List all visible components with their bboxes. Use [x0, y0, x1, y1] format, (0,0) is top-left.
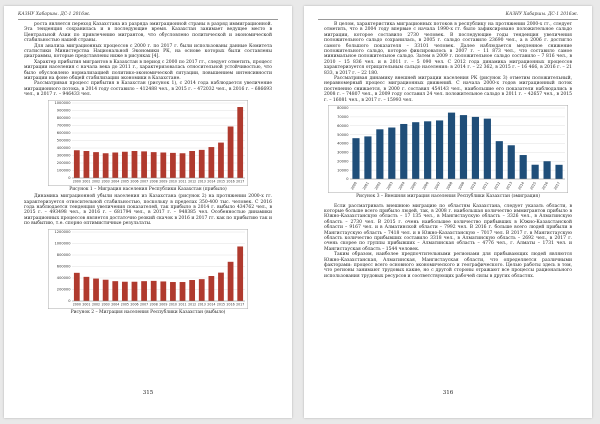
bar: [532, 165, 539, 179]
bar: [160, 281, 166, 301]
x-tick-label: 2002: [91, 179, 101, 184]
x-tick-label: 2009: [159, 179, 168, 184]
x-tick-label: 2012: [188, 302, 197, 307]
x-tick-label: 2013: [197, 302, 206, 307]
x-tick-label: 2014: [207, 179, 216, 184]
y-tick-label: 0: [68, 298, 71, 303]
x-tick-label: 2006: [130, 179, 139, 184]
x-tick-label: 2012: [493, 181, 502, 191]
bar: [93, 278, 99, 300]
bar: [170, 282, 176, 301]
x-tick-label: 2003: [101, 179, 110, 184]
figure-caption: Рисунок 2 – Миграция населения Республики Казахстан (выбыло): [70, 309, 226, 315]
x-tick-label: 2008: [149, 179, 158, 184]
y-tick-label: 30000: [337, 150, 349, 155]
x-tick-label: 2011: [178, 302, 187, 307]
running-header: КАЗНУ Хабаршы. ДС-1 2016ж.: [18, 12, 278, 20]
x-tick-label: 2016: [226, 302, 235, 307]
bar: [141, 151, 147, 178]
running-header: КАЗНУ Хабаршы. ДС-1 2016ж.: [318, 12, 578, 20]
bar: [180, 153, 186, 178]
x-tick-label: 2003: [385, 181, 394, 191]
y-tick-label: 10000: [337, 168, 349, 173]
x-tick-label: 2001: [82, 302, 91, 307]
paragraph: Таким образом, наиболее предпочтительными регионами для прибывающих людей являются Южно-Казахстанская, Алматинская, Мангистауская области, что определяется различными факторами: процесс всего основного экономического и географического. Целью работы здесь в том, что регионы занимают трудовых какие, но с другой стороны отражают все процессы рационального использования трудовых ресурсов и соответствующих рабочей силы в других областях.: [324, 252, 572, 279]
bar: [376, 129, 383, 179]
x-tick-label: 2002: [373, 181, 382, 191]
y-tick-label: 70000: [337, 115, 349, 120]
bar: [208, 147, 214, 178]
bar: [388, 128, 395, 179]
x-tick-label: 2013: [197, 179, 206, 184]
bar: [237, 246, 243, 301]
bar: [228, 126, 234, 178]
paragraph: роста является переход Казахстана из разряда эмиграционной страны в разряд иммиграционной. Эта тенденция сохранилась и в последующие время. Казахстан занимает ведущее место в Центральной Азии по привлечению мигрантов, что обусловлено политической и экономической стабильностью нашей страны.: [24, 22, 272, 44]
bar: [84, 276, 90, 300]
bar: [141, 281, 147, 301]
y-tick-label: 1000000: [54, 100, 71, 105]
x-tick-label: 2000: [350, 181, 358, 191]
paragraph: Характер прибытия мигрантов в Казахстан в период с 2000 по 2017 гг., следует отметить, процесс миграции населения с начала века до 2011 г., характеризовалась относительной устойчивостью, что было обусловлено нормализацией политико-экономической ситуации, повышением интенсивности миграции на фоне общей стабилизации экономики в Казахстане.: [24, 59, 272, 82]
x-tick-label: 2009: [159, 302, 168, 307]
x-tick-label: 2005: [120, 302, 129, 307]
y-tick-label: 900000: [56, 108, 71, 113]
bar: [151, 152, 157, 178]
bar: [180, 282, 186, 301]
immigration-chart: [48, 100, 248, 186]
bar: [199, 279, 205, 301]
bar: [484, 119, 491, 179]
bar: [237, 107, 243, 178]
page-number: 316: [442, 390, 454, 396]
bar: [199, 150, 205, 178]
x-tick-label: 2017: [236, 179, 245, 184]
paragraph: Динамика миграционной убыли населения из Казахстана (рисунок 2) на протяжении 2000-х гг. характеризуется относительной стабильностью, поскольку в пределах 350-400 тыс. человек. С 2016 года наблюдается тенденция увеличения показателей, так прибыло в 2014 г. выбыло 434762 чел., в 2015 г. – 493498 чел., в 2016 г. – 681794 чел., в 2017 г. – 948385 чел. Особенностью динамики миграционных процессов является достаточно резкий скачок в 2016 и 2017 гг. как по прибытию так и по выбытию, т.е. спорно оптимистичные результаты.: [24, 194, 272, 227]
bar: [228, 261, 234, 300]
bar: [103, 153, 109, 178]
bar: [508, 145, 515, 179]
bar: [520, 155, 527, 179]
y-tick-label: 400000: [56, 145, 71, 150]
bar: [460, 115, 467, 179]
x-tick-label: 2001: [82, 179, 91, 184]
bar: [170, 153, 176, 178]
y-tick-label: 0: [68, 175, 71, 180]
bar: [112, 281, 118, 301]
bar: [132, 151, 138, 178]
paragraph: Рассматривая динамику внешней миграции населения РК (рисунок 3) отметим положительный, неравномерный процесс миграционных движений. С начала 2000-х годов миграционный поток постепенно снижается, в 2000 г. составил 454143 чел., наибольшие его показатели наблюдались в 2008 г. – 74807 чел., в 2009 году составил 24 чел. положительное сальдо в 2011 г. – 42657 чел., в 2015 г. – 16081 чел., в 2017 г. – 15993 чел.: [324, 76, 572, 103]
x-tick-label: 2004: [111, 179, 120, 184]
bar: [112, 152, 118, 178]
x-tick-label: 2014: [207, 302, 216, 307]
y-tick-label: 100000: [56, 168, 71, 173]
bar: [448, 113, 455, 179]
x-tick-label: 2014: [517, 181, 526, 191]
x-tick-label: 2002: [91, 302, 101, 307]
y-tick-label: 40000: [337, 141, 349, 146]
y-tick-label: 500000: [56, 138, 71, 143]
bar: [132, 281, 138, 300]
paragraph: В целом, характеристика миграционных потоков в республику на протяжении 2000-х гг., следует отметить, что в 2004 году впервые с начала 1990-х гг. было зафиксировано положительное сальдо миграции, которое составило 2730 человек. В последующие годы тенденция увеличения положительного сальдо сохранилась, в 2005 г. сальдо составило 23690 чел., а в 2006 г. достигло самого большого показателя – 33101 человек. Далее наблюдается медленное снижение положительного сальдо, которое фиксировалось в 2007 г. – 11 873 чел., что составило самое минимальное положительное сальдо. Затем в 2009 г. положительное сальдо составило – 7 816 чел., в 2010 – 15 836 чел. и в 2011 г. – 5 090 чел. С 2012 года динамика миграционных процессов характеризуется отрицательным сальдо населения: в 2014 г. – 22 362, в 2015 г. – 16 466, в 2016 г. – 21 833, в 2017 г. – 22 180.: [324, 22, 572, 76]
x-tick-label: 2005: [409, 181, 418, 191]
bar: [544, 161, 551, 179]
bar: [151, 280, 157, 300]
x-tick-label: 2006: [130, 302, 139, 307]
external-migration-chart: [328, 105, 568, 193]
bar: [424, 121, 431, 179]
y-tick-label: 600000: [56, 264, 71, 269]
y-tick-label: 700000: [56, 123, 71, 128]
paragraph: Если рассматривать внешнюю миграцию по областям Казахстана, следует указать области, в которые больше всего прибыло людей, так, в 2008 г. наибольшая количество иммигрантов прибыло в Южно-Казахстанскую область – 17 135 чел., в Мангистаускую область – 3326 чел., в Алматинскую область – 2730 чел. В 2015 г. очень наибольшее количество прибывших в Южно-Казахстанской области – 9167 чел. и в Алматинской области – 7992 чел. В 2016 г. больше всего людей прибыли в Мангистаускую область – 7418 чел. и в Южно-Казахстанскую – 7017 чел. В 2017 г. в Мангистаускую область количество прибывших составило 3318 чел., в Алматинскую область – 2692 чел., в 2017 г. очень скорее по группы прибывших – Алматинская область – 4776 чел., г. Алматы – 1731 чел. и Мангистауская область – 1544 человек.: [324, 203, 572, 252]
bar: [496, 141, 503, 179]
bar: [122, 151, 128, 177]
bar: [472, 117, 479, 179]
y-tick-label: 50000: [337, 132, 349, 137]
y-tick-label: 1000000: [54, 241, 71, 246]
figure-caption: Рисунок 3 – Внешняя миграция населения Республики Казахстан (эмиграция): [356, 194, 540, 200]
bar: [74, 150, 80, 178]
x-tick-label: 2011: [481, 181, 490, 191]
right-page-body: [324, 22, 572, 279]
paragraph: Рассматривая процесс прибытия в Казахстан (рисунок 1), с 2014 года наблюдается увеличение миграционного потока, в 2014 году составило – 412488 чел., в 2015 г. – 472032 чел., в 2016 г. – 686693 чел., в 2017 г. – 946433 чел.: [24, 81, 272, 98]
x-tick-label: 2011: [178, 179, 187, 184]
y-tick-label: 0: [346, 177, 349, 182]
x-tick-label: 2010: [469, 181, 478, 191]
right-page: [304, 6, 592, 418]
x-tick-label: 2009: [457, 181, 466, 191]
y-tick-label: 400000: [56, 275, 71, 280]
bar: [436, 121, 443, 180]
emigration-chart: [48, 229, 248, 309]
y-tick-label: 1200000: [54, 229, 71, 234]
x-tick-label: 2017: [553, 181, 561, 191]
y-tick-label: 300000: [56, 153, 71, 158]
x-tick-label: 2001: [362, 181, 370, 191]
y-tick-label: 800000: [56, 115, 71, 120]
x-tick-label: 2010: [168, 302, 177, 307]
bar: [412, 122, 419, 179]
left-page-body: [24, 22, 272, 317]
bar: [208, 276, 214, 301]
x-tick-label: 2016: [226, 179, 235, 184]
bar: [352, 138, 359, 179]
x-tick-label: 2008: [149, 302, 158, 307]
left-page: [4, 6, 292, 418]
x-tick-label: 2008: [445, 181, 454, 191]
x-tick-label: 2005: [120, 179, 129, 184]
y-tick-label: 600000: [56, 130, 71, 135]
bar: [160, 152, 166, 178]
y-tick-label: 200000: [56, 160, 71, 165]
bar: [189, 151, 195, 178]
x-tick-label: 2015: [529, 181, 538, 191]
bar: [218, 272, 224, 300]
x-tick-label: 2004: [397, 181, 406, 191]
bar: [103, 279, 109, 300]
page-number: 315: [142, 390, 154, 396]
bar: [218, 142, 224, 177]
x-tick-label: 2012: [188, 179, 197, 184]
x-tick-label: 2006: [421, 181, 430, 191]
y-tick-label: 60000: [337, 124, 349, 129]
bar: [364, 136, 371, 179]
bar: [189, 280, 195, 301]
x-tick-label: 2013: [505, 181, 514, 191]
y-tick-label: 800000: [56, 252, 71, 257]
x-tick-label: 2015: [216, 179, 226, 184]
x-tick-label: 2003: [101, 302, 110, 307]
x-tick-label: 2007: [140, 179, 149, 184]
bar: [122, 281, 128, 300]
x-tick-label: 2004: [111, 302, 120, 307]
x-tick-label: 2010: [168, 179, 177, 184]
x-tick-label: 2000: [72, 302, 81, 307]
x-tick-label: 2000: [72, 179, 81, 184]
bar: [74, 272, 80, 300]
x-tick-label: 2017: [236, 302, 245, 307]
x-tick-label: 2007: [140, 302, 149, 307]
y-tick-label: 200000: [56, 287, 71, 292]
y-tick-label: 20000: [337, 159, 349, 164]
bar: [93, 152, 99, 178]
y-tick-label: 80000: [337, 106, 349, 111]
bar: [555, 165, 562, 179]
bar: [84, 151, 90, 178]
figure-caption: Рисунок 1 – Миграция населения Республики Казахстан (прибыло): [69, 186, 227, 192]
x-tick-label: 2016: [541, 181, 549, 191]
x-tick-label: 2015: [216, 302, 226, 307]
bar: [400, 124, 407, 179]
paragraph: Для анализа миграционных процессов с 2000 г. по 2017 г. были использованы данные Комитета статистики Министерства Национальной Экономики РК, на основе которых были составлены диаграммы, которые представлены ниже в рисунках [4].: [24, 43, 272, 60]
x-tick-label: 2007: [433, 181, 442, 191]
